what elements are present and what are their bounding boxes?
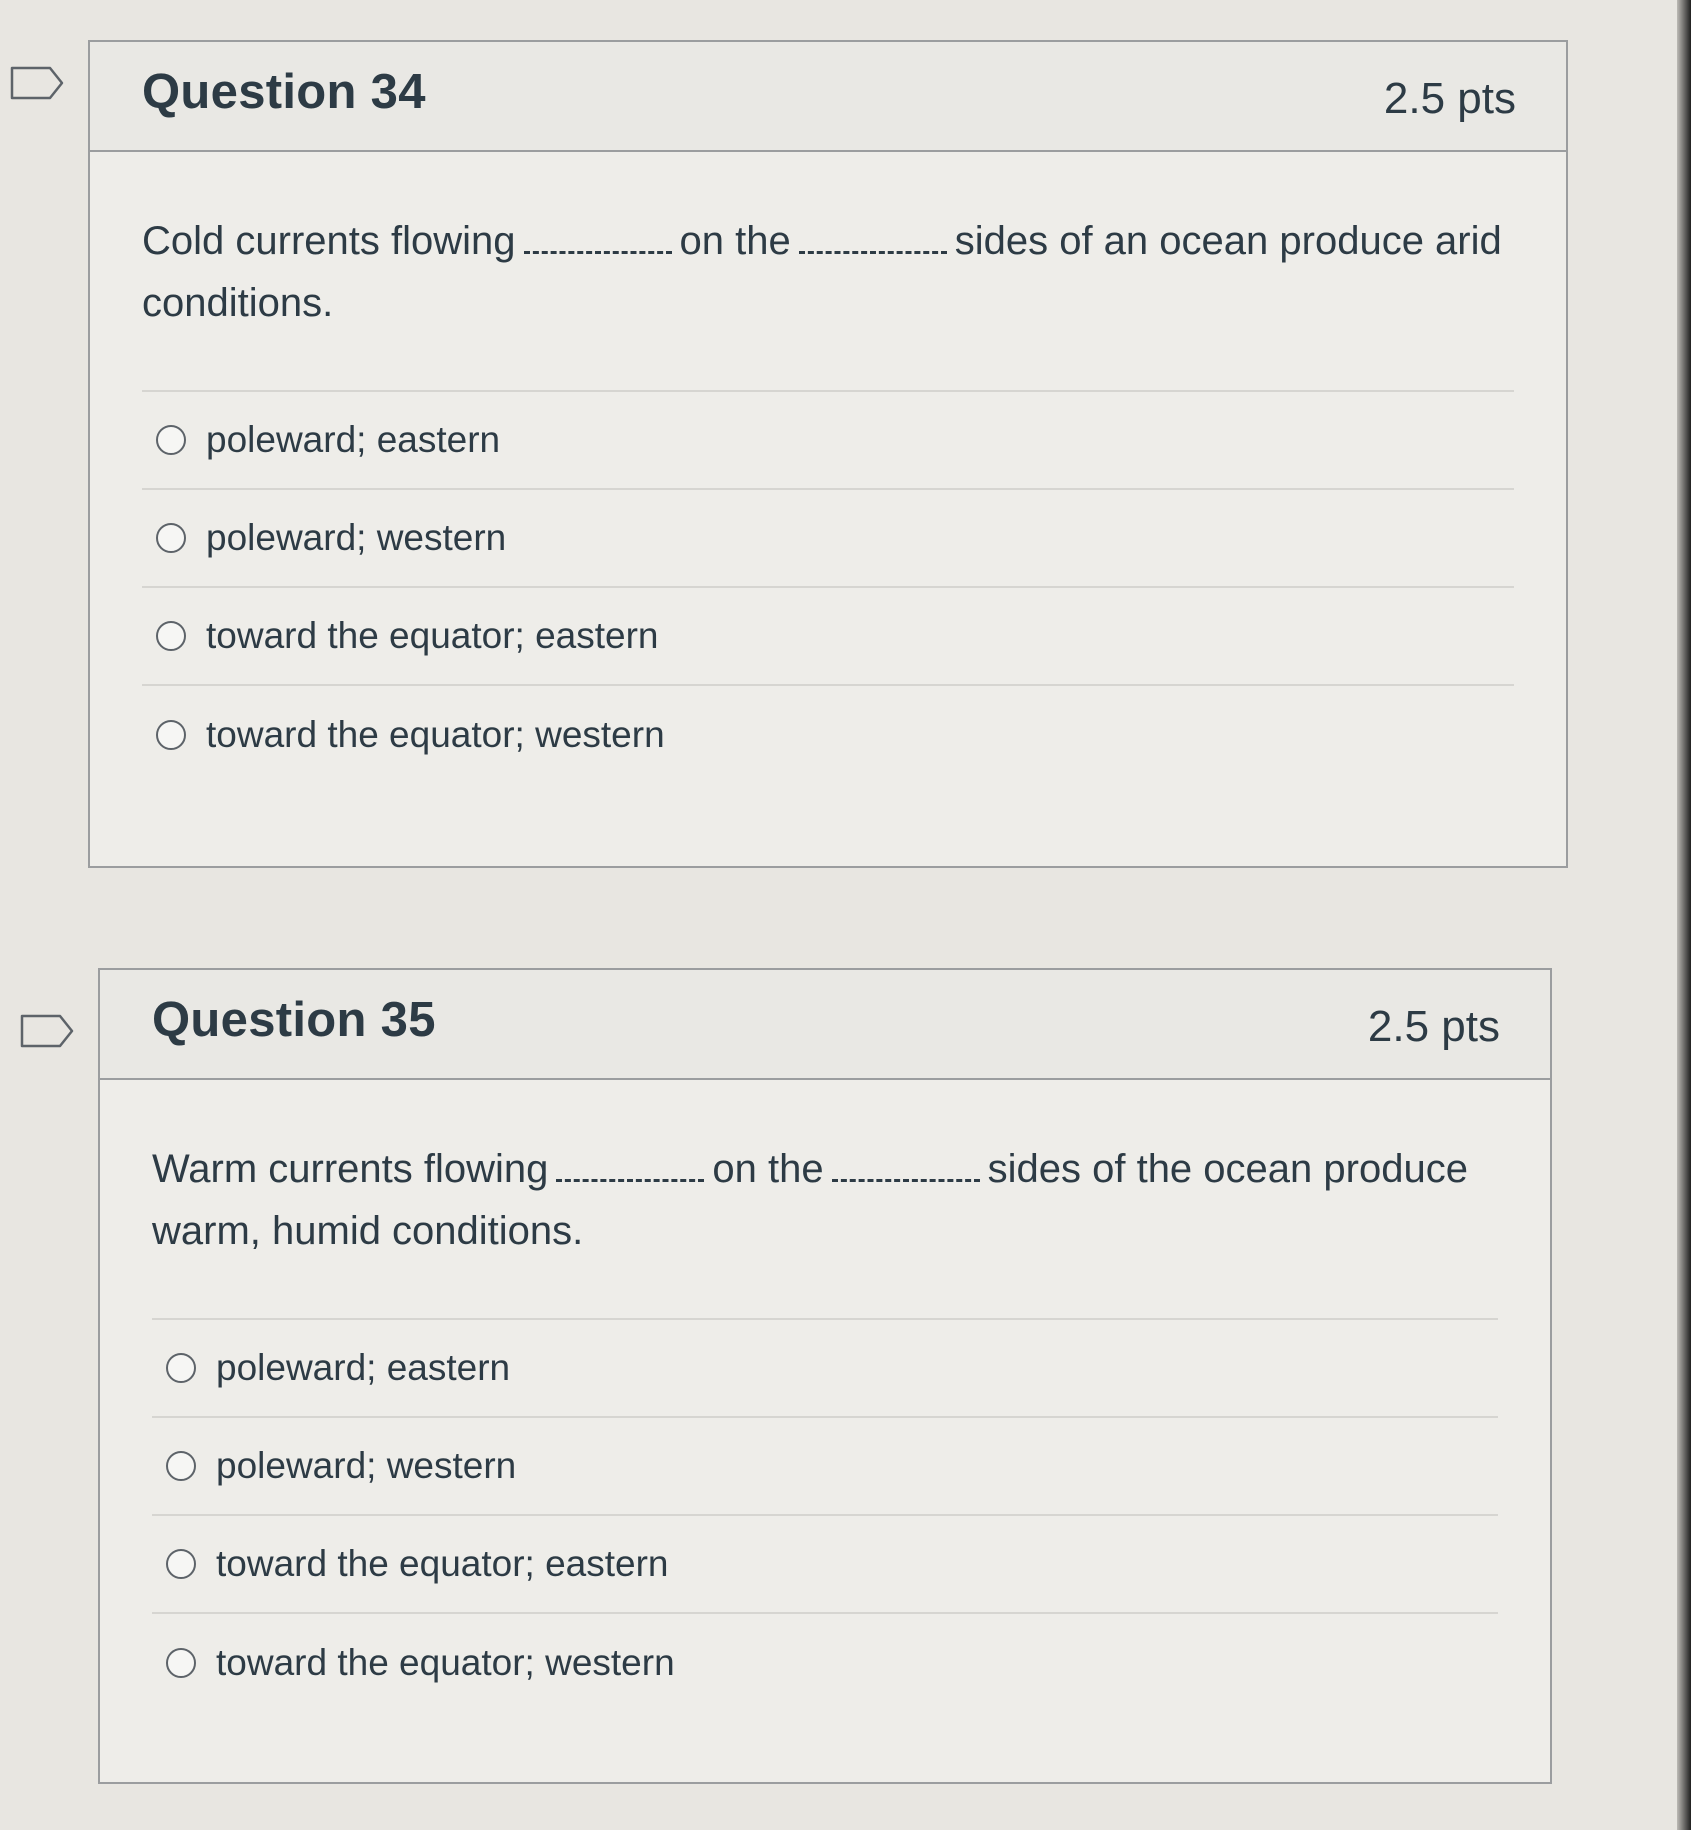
radio-button-icon[interactable] xyxy=(166,1353,196,1383)
blank-1 xyxy=(524,233,672,254)
question-34-body xyxy=(90,152,1566,784)
question-text-part: on the xyxy=(679,219,791,263)
question-35-body xyxy=(100,1080,1550,1712)
answer-option[interactable] xyxy=(142,392,1514,490)
blank-2 xyxy=(799,233,947,254)
question-35-title: Question 35 xyxy=(152,993,436,1047)
question-text-part: sides of an ocean produce arid conditions. xyxy=(142,219,1502,325)
answer-label[interactable]: poleward; eastern xyxy=(216,1347,511,1388)
question-34-header xyxy=(90,42,1566,152)
answer-option[interactable] xyxy=(142,588,1514,686)
radio-button-icon[interactable] xyxy=(156,425,186,455)
flag-question-34-icon[interactable] xyxy=(10,66,64,100)
question-35-points: 2.5 pts xyxy=(1367,1002,1500,1051)
radio-button-icon[interactable] xyxy=(156,523,186,553)
radio-button-icon[interactable] xyxy=(156,621,186,651)
question-35-text xyxy=(152,1138,1498,1320)
question-34-title: Question 34 xyxy=(142,65,426,119)
answer-label[interactable]: toward the equator; eastern xyxy=(206,615,659,656)
radio-button-icon[interactable] xyxy=(166,1648,196,1678)
question-34-text xyxy=(142,210,1514,392)
answer-option[interactable] xyxy=(152,1418,1498,1516)
question-text-part: Cold currents flowing xyxy=(142,219,516,263)
question-34-answers xyxy=(142,392,1514,784)
answer-label[interactable]: poleward; western xyxy=(206,517,507,558)
answer-option[interactable] xyxy=(152,1614,1498,1712)
radio-button-icon[interactable] xyxy=(156,720,186,750)
answer-option[interactable] xyxy=(152,1516,1498,1614)
answer-label[interactable]: toward the equator; eastern xyxy=(216,1543,669,1584)
answer-option[interactable] xyxy=(142,686,1514,784)
question-text-part: Warm currents flowing xyxy=(152,1147,549,1191)
answer-option[interactable] xyxy=(152,1320,1498,1418)
question-text-part: on the xyxy=(712,1147,824,1191)
flag-question-35-icon[interactable] xyxy=(20,1014,74,1048)
answer-option[interactable] xyxy=(142,490,1514,588)
answer-label[interactable]: poleward; eastern xyxy=(206,419,501,460)
question-34-points: 2.5 pts xyxy=(1383,74,1516,123)
question-35-header xyxy=(100,970,1550,1080)
answer-label[interactable]: poleward; western xyxy=(216,1445,517,1486)
question-34-card xyxy=(88,40,1568,868)
radio-button-icon[interactable] xyxy=(166,1549,196,1579)
blank-1 xyxy=(556,1161,704,1182)
question-35-card xyxy=(98,968,1552,1784)
radio-button-icon[interactable] xyxy=(166,1451,196,1481)
question-35-answers xyxy=(152,1320,1498,1712)
screen-edge xyxy=(1677,0,1691,1830)
blank-2 xyxy=(832,1161,980,1182)
answer-label[interactable]: toward the equator; western xyxy=(206,714,665,755)
question-text-part: sides of the ocean produce warm, humid conditions. xyxy=(152,1147,1468,1253)
answer-label[interactable]: toward the equator; western xyxy=(216,1642,675,1683)
